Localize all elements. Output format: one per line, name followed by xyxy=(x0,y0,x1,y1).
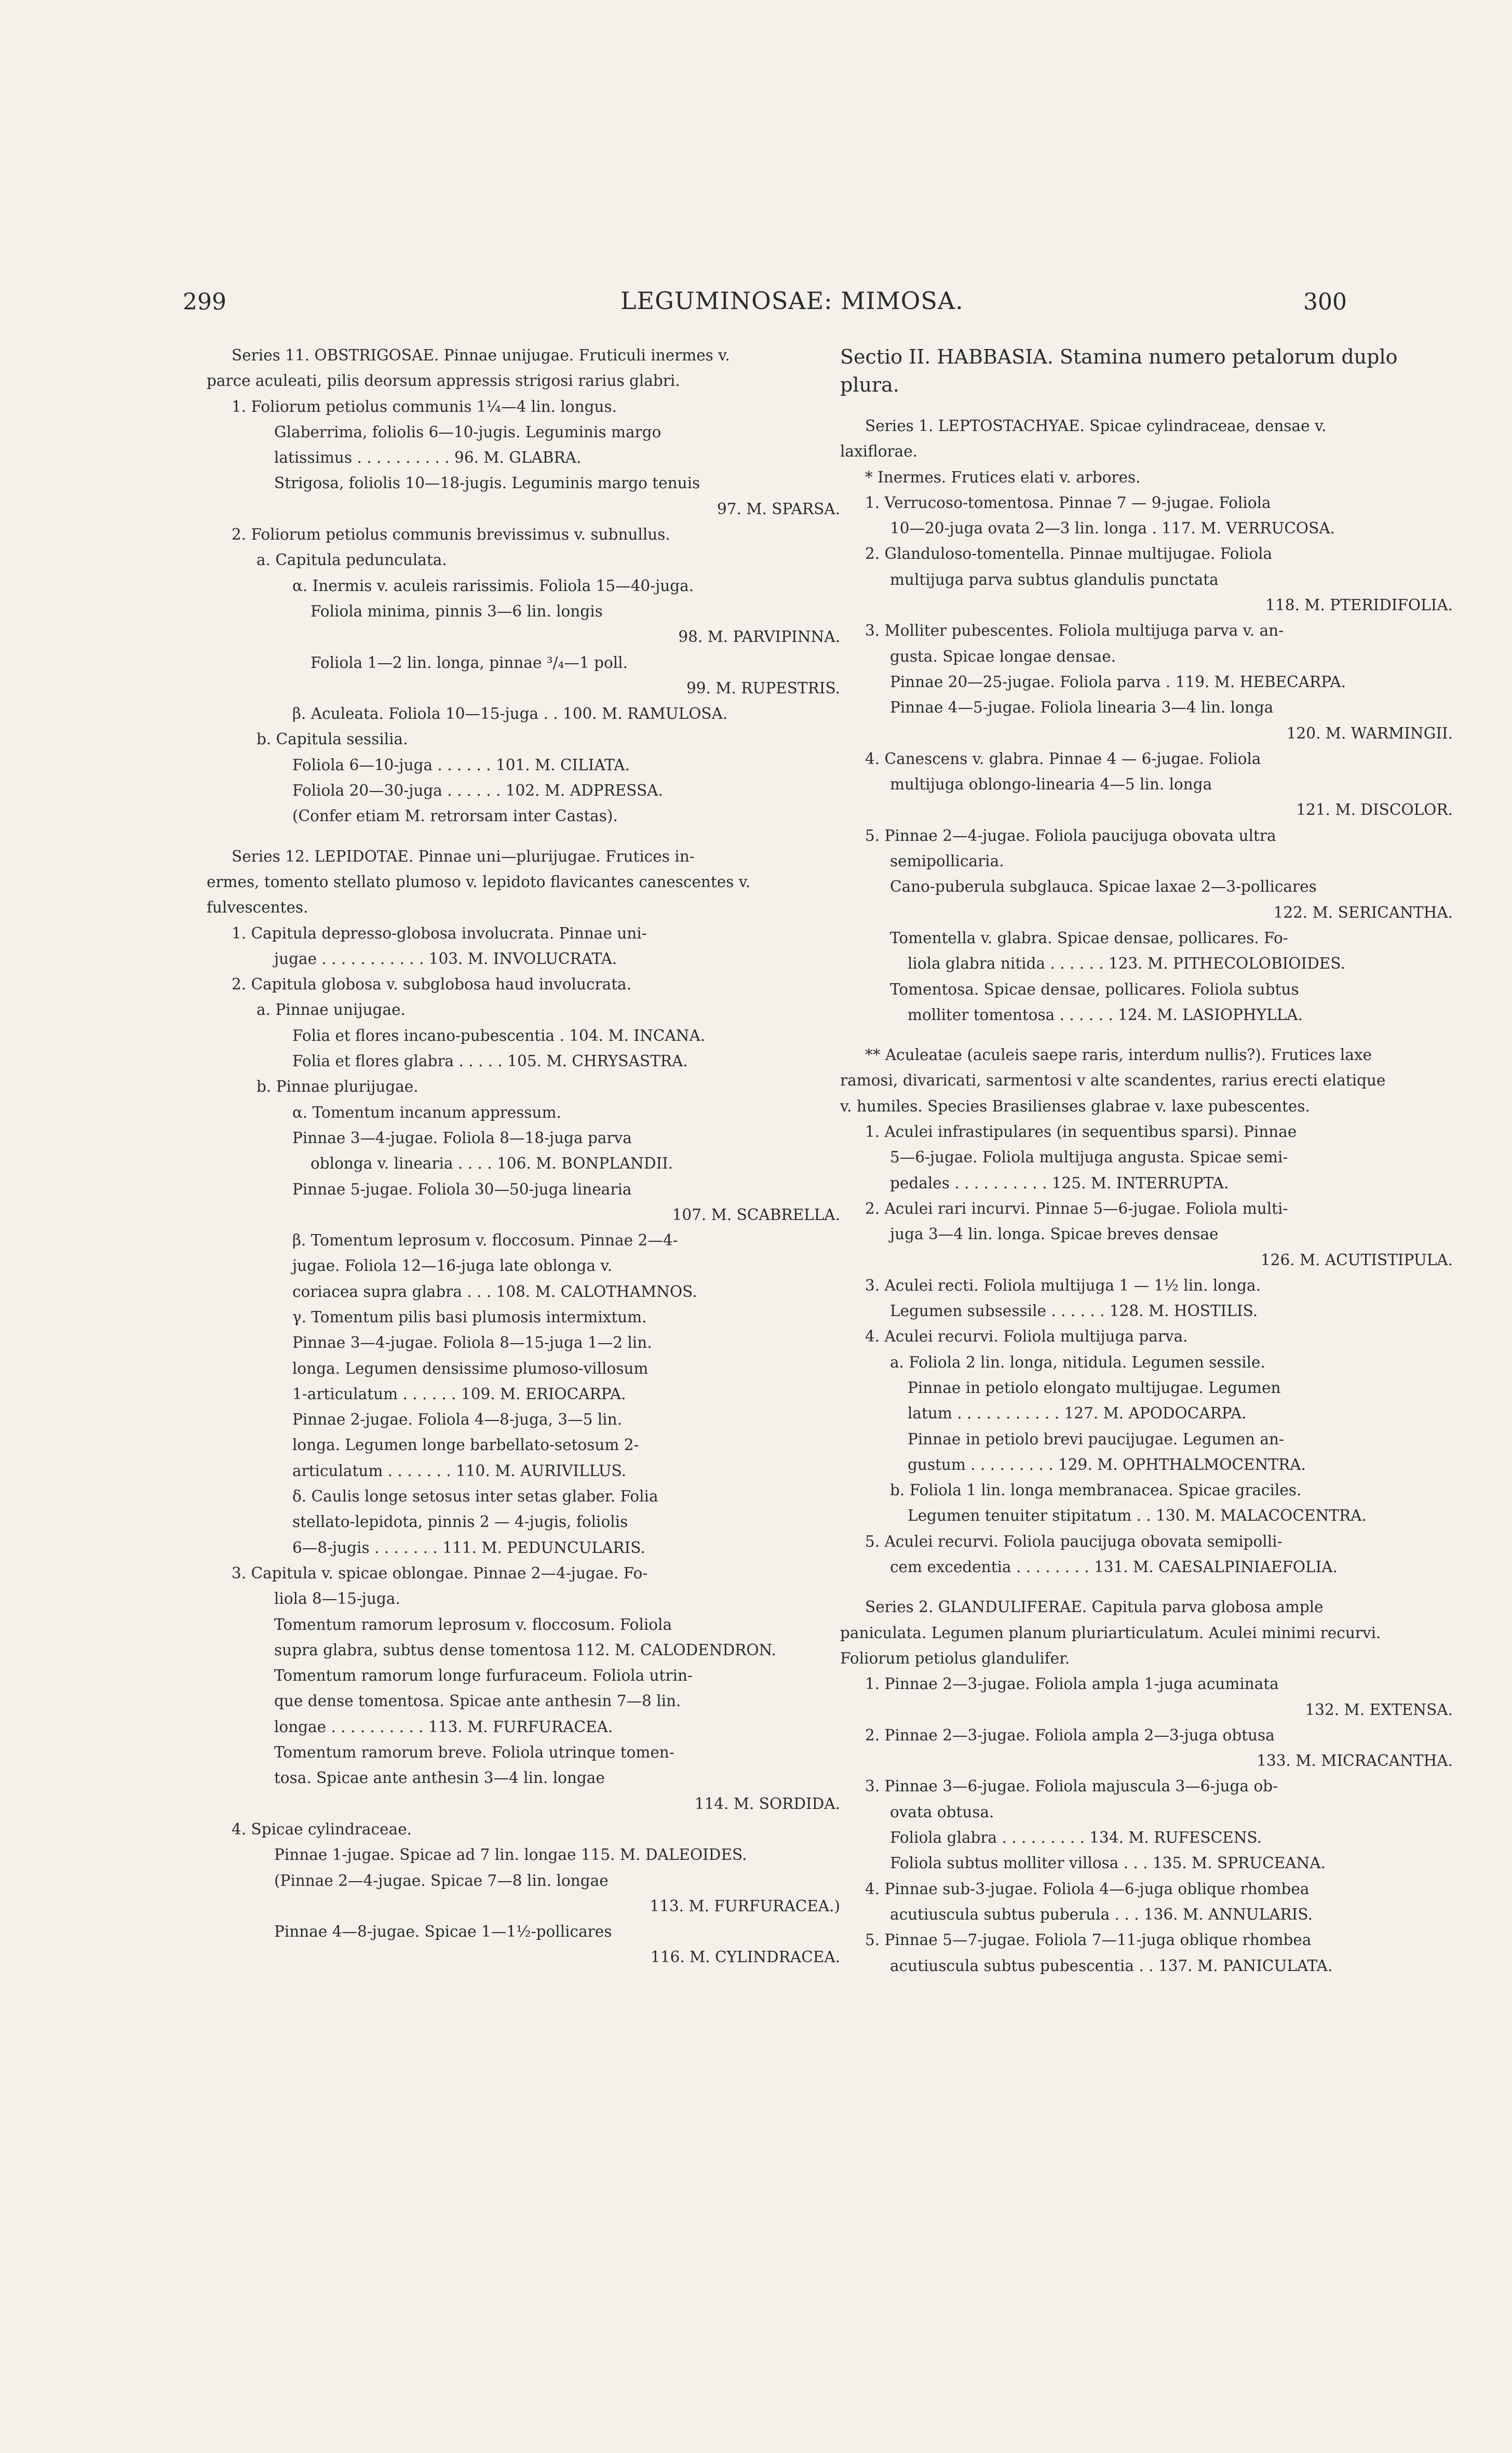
text-line: δ. Caulis longe setosus inter setas glaber. Folia xyxy=(292,1487,658,1506)
text-line: 1. Pinnae 2—3-jugae. Foliola ampla 1-juga acuminata xyxy=(865,1675,1279,1693)
text-line xyxy=(207,1945,840,1970)
text-line: 4. Spicae cylindraceae. xyxy=(232,1820,412,1838)
species-name: 98. M. PARVIPINNA. xyxy=(678,628,840,646)
text-line: 3. Capitula v. spicae oblongae. Pinnae 2—4-jugae. Fo- xyxy=(232,1564,648,1582)
page-number-right: 300 xyxy=(1303,289,1347,315)
text-line xyxy=(207,624,840,650)
text-line: 1. Foliorum petiolus communis 1¼—4 lin. longus. xyxy=(232,397,617,415)
text-line: Pinnae 2-jugae. Foliola 4—8-juga, 3—5 lin. xyxy=(292,1411,622,1429)
text-line: 5. Pinnae 5—7-jugae. Foliola 7—11-juga oblique rhombea xyxy=(865,1931,1312,1949)
text-line: Series 1. LEPTOSTACHYAE. Spicae cylindraceae, densae v. xyxy=(865,417,1327,435)
text-line: ovata obtusa. xyxy=(890,1803,994,1821)
text-line: Legumen subsessile . . . . . . 128. M. HOSTILIS. xyxy=(890,1302,1258,1320)
text-line: tosa. Spicae ante anthesin 3—4 lin. longae xyxy=(274,1769,605,1787)
text-line xyxy=(207,676,840,701)
text-line: acutiuscula subtus pubescentia . . 137. M. PANICULATA. xyxy=(890,1956,1333,1975)
text-line: Foliola 1—2 lin. longa, pinnae ³/₄—1 poll. xyxy=(310,653,628,672)
text-line: 3. Molliter pubescentes. Foliola multijuga parva v. an- xyxy=(865,622,1284,640)
text-line: longae . . . . . . . . . . 113. M. FURFURACEA. xyxy=(274,1718,613,1736)
text-line: Series 2. GLANDULIFERAE. Capitula parva globosa ample xyxy=(865,1598,1324,1616)
text-line: 4. Aculei recurvi. Foliola multijuga parva. xyxy=(865,1328,1188,1346)
text-line: β. Tomentum leprosum v. floccosum. Pinnae 2—4- xyxy=(292,1231,678,1250)
text-line: jugae . . . . . . . . . . . 103. M. INVOLUCRATA. xyxy=(274,949,617,968)
text-line: Foliola glabra . . . . . . . . . 134. M. RUFESCENS. xyxy=(890,1829,1262,1847)
text-line: Sectio II. HABBASIA. Stamina numero petalorum duplo xyxy=(840,345,1398,368)
text-line: coriacea supra glabra . . . 108. M. CALOTHAMNOS. xyxy=(292,1282,697,1301)
text-line: b. Capitula sessilia. xyxy=(256,730,408,748)
text-line: Folia et flores glabra . . . . . 105. M. CHRYSASTRA. xyxy=(292,1052,688,1070)
text-line: jugae. Foliola 12—16-juga late oblonga v. xyxy=(292,1257,612,1275)
species-name: 113. M. FURFURACEA.) xyxy=(650,1897,840,1915)
text-line: 5. Aculei recurvi. Foliola paucijuga obovata semipolli- xyxy=(865,1532,1282,1550)
text-line: gustum . . . . . . . . . 129. M. OPHTHALMOCENTRA. xyxy=(908,1455,1306,1473)
text-line: 2. Pinnae 2—3-jugae. Foliola ampla 2—3-juga obtusa xyxy=(865,1726,1275,1744)
text-line: longa. Legumen longe barbellato-setosum 2- xyxy=(292,1436,639,1454)
text-line: 4. Pinnae sub-3-jugae. Foliola 4—6-juga oblique rhombea xyxy=(865,1880,1310,1898)
text-line: 1. Verrucoso-tomentosa. Pinnae 7 — 9-jugae. Foliola xyxy=(865,493,1271,512)
text-line xyxy=(840,399,1453,413)
species-name: 97. M. SPARSA. xyxy=(717,500,840,518)
text-line xyxy=(207,1202,840,1228)
text-line: laxiflorae. xyxy=(840,443,918,461)
text-line: supra glabra, subtus dense tomentosa 112. M. CALODENDRON. xyxy=(274,1641,776,1659)
text-line: Tomentum ramorum leprosum v. floccosum. Foliola xyxy=(274,1615,672,1633)
text-line: 4. Canescens v. glabra. Pinnae 4 — 6-jugae. Foliola xyxy=(865,749,1261,768)
text-line: 5. Pinnae 2—4-jugae. Foliola paucijuga obovata ultra xyxy=(865,826,1276,845)
text-line: Pinnae 3—4-jugae. Foliola 8—18-juga parva xyxy=(292,1129,632,1147)
text-line: Tomentum ramorum longe furfuraceum. Foliola utrin- xyxy=(274,1667,693,1685)
text-line: a. Pinnae unijugae. xyxy=(256,1001,406,1019)
text-line: Foliola 6—10-juga . . . . . . 101. M. CILIATA. xyxy=(292,756,630,774)
text-line: Tomentosa. Spicae densae, pollicares. Foliola subtus xyxy=(890,980,1299,998)
text-line: Tomentella v. glabra. Spicae densae, pollicares. Fo- xyxy=(890,929,1288,947)
text-line: 3. Aculei recti. Foliola multijuga 1 — 1½ lin. longa. xyxy=(865,1276,1261,1294)
text-line: semipollicaria. xyxy=(890,852,1004,870)
text-line: Foliorum petiolus glandulifer. xyxy=(840,1649,1070,1667)
text-line: ermes, tomento stellato plumoso v. lepidoto flavicantes canescentes v. xyxy=(207,873,751,891)
text-line: juga 3—4 lin. longa. Spicae breves densae xyxy=(890,1225,1219,1243)
species-name: 114. M. SORDIDA. xyxy=(694,1794,840,1813)
text-line: Foliola minima, pinnis 3—6 lin. longis xyxy=(310,602,603,620)
text-line: latum . . . . . . . . . . . 127. M. APODOCARPA. xyxy=(908,1404,1247,1423)
text-line: liola 8—15-juga. xyxy=(274,1590,400,1608)
text-line xyxy=(840,721,1453,746)
text-line: Cano-puberula subglauca. Spicae laxae 2—3-pollicares xyxy=(890,878,1317,896)
species-name: 122. M. SERICANTHA. xyxy=(1273,903,1453,921)
text-line: ** Aculeatae (aculeis saepe raris, interdum nullis?). Frutices laxe xyxy=(865,1046,1372,1064)
text-line: Pinnae 3—4-jugae. Foliola 8—15-juga 1—2 lin. xyxy=(292,1334,652,1352)
text-line xyxy=(840,1580,1453,1594)
text-line: Pinnae in petiolo brevi paucijugae. Legumen an- xyxy=(908,1430,1284,1448)
text-line: * Inermes. Frutices elati v. arbores. xyxy=(865,468,1141,486)
running-head: LEGUMINOSAE: MIMOSA. xyxy=(620,287,964,315)
text-line xyxy=(207,1894,840,1919)
text-line: fulvescentes. xyxy=(207,899,308,917)
text-line: Pinnae 20—25-jugae. Foliola parva . 119. M. HEBECARPA. xyxy=(890,673,1346,691)
right-column xyxy=(840,343,1453,1979)
text-line: Pinnae in petiolo elongato multijugae. Legumen xyxy=(908,1378,1281,1397)
text-line: ramosi, divaricati, sarmentosi v alte scandentes, rarius erecti elatique xyxy=(840,1071,1386,1090)
text-line: Pinnae 4—5-jugae. Foliola linearia 3—4 lin. longa xyxy=(890,699,1274,717)
text-line: Foliola subtus molliter villosa . . . 135. M. SPRUCEANA. xyxy=(890,1854,1326,1872)
text-line: que dense tomentosa. Spicae ante anthesin 7—8 lin. xyxy=(274,1692,681,1710)
left-column xyxy=(207,343,840,1971)
text-line: Glaberrima, foliolis 6—10-jugis. Leguminis margo xyxy=(274,423,662,441)
text-line: molliter tomentosa . . . . . . 124. M. LASIOPHYLLA. xyxy=(908,1006,1303,1024)
text-line: gusta. Spicae longae densae. xyxy=(890,647,1116,665)
text-line xyxy=(840,1748,1453,1774)
text-line: α. Tomentum incanum appressum. xyxy=(292,1103,561,1121)
text-line: a. Foliola 2 lin. longa, nitidula. Legumen sessile. xyxy=(890,1353,1265,1371)
text-line: 1. Capitula depresso-globosa involucrata. Pinnae uni- xyxy=(232,924,647,942)
text-line: 1. Aculei infrastipulares (in sequentibus sparsi). Pinnae xyxy=(865,1123,1297,1141)
text-line xyxy=(840,593,1453,618)
text-line: pedales . . . . . . . . . . 125. M. INTERRUPTA. xyxy=(890,1174,1229,1192)
species-name: 126. M. ACUTISTIPULA. xyxy=(1260,1251,1453,1269)
text-line: 2. Foliorum petiolus communis brevissimus v. subnullus. xyxy=(232,526,670,544)
text-line: stellato-lepidota, pinnis 2 — 4-jugis, foliolis xyxy=(292,1513,628,1531)
text-line: b. Foliola 1 lin. longa membranacea. Spicae graciles. xyxy=(890,1481,1302,1499)
text-line: liola glabra nitida . . . . . . 123. M. PITHECOLOBIOIDES. xyxy=(908,955,1345,973)
text-line: Legumen tenuiter stipitatum . . 130. M. MALACOCENTRA. xyxy=(908,1507,1367,1525)
text-line: oblonga v. linearia . . . . 106. M. BONPLANDII. xyxy=(310,1155,673,1173)
text-line: cem excedentia . . . . . . . . 131. M. CAESALPINIAEFOLIA. xyxy=(890,1558,1338,1576)
species-name: 118. M. PTERIDIFOLIA. xyxy=(1265,596,1453,614)
text-line: α. Inermis v. aculeis rarissimis. Foliola 15—40-juga. xyxy=(292,577,694,595)
species-name: 121. M. DISCOLOR. xyxy=(1296,801,1453,819)
text-line: β. Aculeata. Foliola 10—15-juga . . 100. M. RAMULOSA. xyxy=(292,705,728,723)
text-line: Series 11. OBSTRIGOSAE. Pinnae unijugae. Fruticuli inermes v. xyxy=(232,346,730,364)
text-line: paniculata. Legumen planum pluriarticulatum. Aculei minimi recurvi. xyxy=(840,1624,1381,1642)
text-line xyxy=(840,1697,1453,1723)
text-line xyxy=(840,900,1453,926)
text-line xyxy=(840,1248,1453,1273)
text-line xyxy=(840,1028,1453,1042)
text-line: Foliola 20—30-juga . . . . . . 102. M. ADPRESSA. xyxy=(292,782,663,800)
species-name: 132. M. EXTENSA. xyxy=(1305,1700,1453,1719)
text-line: acutiuscula subtus puberula . . . 136. M. ANNULARIS. xyxy=(890,1905,1313,1923)
text-line: 2. Glanduloso-tomentella. Pinnae multijugae. Foliola xyxy=(865,545,1273,563)
text-line xyxy=(207,829,840,844)
text-line: plura. xyxy=(840,373,899,396)
text-line: Tomentum ramorum breve. Foliola utrinque tomen- xyxy=(274,1744,674,1762)
text-line: Folia et flores incano-pubescentia . 104. M. INCANA. xyxy=(292,1026,706,1044)
text-line xyxy=(840,797,1453,823)
text-line xyxy=(207,1791,840,1817)
text-line: articulatum . . . . . . . 110. M. AURIVILLUS. xyxy=(292,1462,626,1480)
text-line: 5—6-jugae. Foliola multijuga angusta. Spicae semi- xyxy=(890,1148,1288,1167)
species-name: 116. M. CYLINDRACEA. xyxy=(650,1948,840,1966)
text-line: multijuga oblongo-linearia 4—5 lin. longa xyxy=(890,775,1212,794)
text-line: (Pinnae 2—4-jugae. Spicae 7—8 lin. longae xyxy=(274,1871,609,1889)
text-line: 3. Pinnae 3—6-jugae. Foliola majuscula 3—6-juga ob- xyxy=(865,1777,1278,1795)
text-line: 10—20-juga ovata 2—3 lin. longa . 117. M. VERRUCOSA. xyxy=(890,519,1335,538)
text-line: Pinnae 1-jugae. Spicae ad 7 lin. longae 115. M. DALEOIDES. xyxy=(274,1846,747,1864)
text-line: 2. Capitula globosa v. subglobosa haud involucrata. xyxy=(232,975,632,994)
text-line: v. humiles. Species Brasilienses glabrae v. laxe pubescentes. xyxy=(840,1097,1310,1115)
text-line: a. Capitula pedunculata. xyxy=(256,551,447,569)
text-line: 2. Aculei rari incurvi. Pinnae 5—6-jugae. Foliola multi- xyxy=(865,1199,1288,1217)
species-name: 107. M. SCABRELLA. xyxy=(672,1205,840,1224)
text-line: γ. Tomentum pilis basi plumosis intermixtum. xyxy=(292,1308,647,1326)
text-line: parce aculeati, pilis deorsum appressis strigosi rarius glabri. xyxy=(207,372,680,390)
species-name: 120. M. WARMINGII. xyxy=(1286,724,1453,742)
text-line: (Confer etiam M. retrorsam inter Castas). xyxy=(292,807,618,825)
text-line: b. Pinnae plurijugae. xyxy=(256,1078,419,1096)
page-number-left: 299 xyxy=(183,289,226,315)
text-line: Strigosa, foliolis 10—18-jugis. Leguminis margo tenuis xyxy=(274,474,700,492)
text-line: Pinnae 4—8-jugae. Spicae 1—1½-pollicares xyxy=(274,1923,612,1941)
text-line xyxy=(207,497,840,522)
text-line: latissimus . . . . . . . . . . 96. M. GLABRA. xyxy=(274,449,582,467)
species-name: 133. M. MICRACANTHA. xyxy=(1257,1752,1453,1770)
text-line: multijuga parva subtus glandulis punctata xyxy=(890,570,1219,588)
text-line: 1-articulatum . . . . . . 109. M. ERIOCARPA. xyxy=(292,1385,626,1403)
text-line: longa. Legumen densissime plumoso-villosum xyxy=(292,1359,649,1377)
species-name: 99. M. RUPESTRIS. xyxy=(686,679,840,697)
text-line: Pinnae 5-jugae. Foliola 30—50-juga linearia xyxy=(292,1180,632,1198)
text-line: Series 12. LEPIDOTAE. Pinnae uni—plurijugae. Frutices in- xyxy=(232,847,695,865)
text-line: 6—8-jugis . . . . . . . 111. M. PEDUNCULARIS. xyxy=(292,1538,645,1557)
